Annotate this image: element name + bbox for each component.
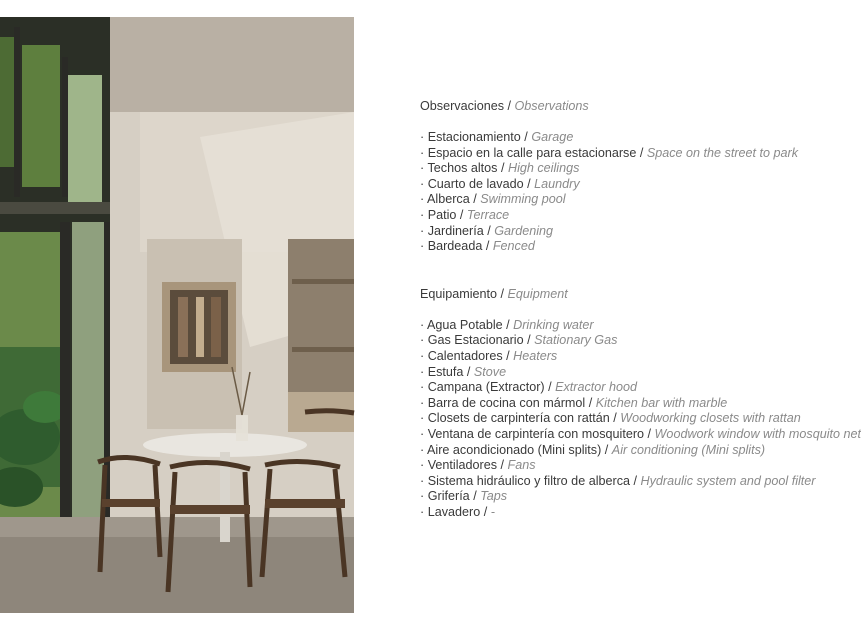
list-item: · Aire acondicionado (Mini splits) / Air conditioning (Mini splits): [420, 442, 766, 457]
item-english: Kitchen bar with marble: [595, 395, 728, 410]
observations-title-en: Observations: [514, 99, 589, 113]
list-item: · Closets de carpintería con rattán / Woodworking closets with rattan: [420, 411, 801, 426]
features-panel: [420, 98, 861, 520]
item-english: Taps: [480, 489, 508, 504]
item-spanish: Lavadero: [427, 504, 481, 519]
item-english: Swimming pool: [480, 192, 566, 207]
item-spanish: Gas Estacionario: [427, 333, 524, 348]
item-english: Space on the street to park: [646, 145, 799, 160]
item-english: Extractor hood: [555, 380, 637, 395]
item-spanish: Calentadores: [427, 348, 503, 363]
list-item: · Campana (Extractor) / Extractor hood: [420, 380, 637, 395]
item-spanish: Espacio en la calle para estacionarse: [427, 145, 637, 160]
item-spanish: Patio: [427, 207, 457, 222]
item-spanish: Alberca: [427, 192, 470, 207]
item-spanish: Estufa: [427, 364, 464, 379]
item-spanish: Aire acondicionado (Mini splits): [427, 442, 602, 457]
item-spanish: Techos altos: [427, 161, 498, 176]
item-spanish: Closets de carpintería con rattán: [427, 411, 610, 426]
item-spanish: Estacionamiento: [427, 130, 521, 144]
list-item: · Alberca / Swimming pool: [420, 192, 566, 207]
item-english: Stationary Gas: [534, 333, 618, 348]
list-item: · Ventana de carpintería con mosquitero / Woodwork window with mosquito net: [420, 426, 861, 441]
item-spanish: Agua Potable: [427, 317, 503, 332]
observations-section: [420, 98, 840, 255]
list-item: · Agua Potable / Drinking water: [420, 317, 594, 332]
item-english: Stove: [473, 364, 507, 379]
equipment-title-en: Equipment: [507, 286, 568, 301]
item-spanish: Bardeada: [427, 239, 483, 254]
item-english: Air conditioning (Mini splits): [611, 442, 766, 457]
item-spanish: Barra de cocina con mármol: [427, 395, 586, 410]
item-english: Fans: [507, 458, 536, 473]
interior-photo: [0, 17, 354, 613]
list-item: · Estacionamiento / Garage: [420, 130, 574, 144]
list-item: · Lavadero / -: [420, 504, 495, 519]
item-english: Heaters: [513, 348, 558, 363]
list-item: · Calentadores / Heaters: [420, 348, 558, 363]
item-spanish: Ventiladores: [427, 458, 498, 473]
item-spanish: Grifería: [427, 489, 470, 504]
item-spanish: Campana (Extractor): [427, 380, 545, 395]
item-spanish: Jardinería: [427, 223, 484, 238]
list-item: · Sistema hidráulico y filtro de alberca / Hydraulic system and pool filter: [420, 473, 816, 488]
item-english: Woodwork window with mosquito net: [654, 426, 861, 441]
observations-title: Observaciones / Observations: [420, 99, 589, 113]
item-english: Drinking water: [513, 317, 594, 332]
list-item: · Grifería / Taps: [420, 489, 508, 504]
list-item: · Espacio en la calle para estacionarse / Space on the street to park: [420, 145, 799, 160]
item-english: Hydraulic system and pool filter: [640, 473, 816, 488]
item-spanish: Ventana de carpintería con mosquitero: [427, 426, 645, 441]
item-spanish: Cuarto de lavado: [427, 176, 524, 191]
item-english: Fenced: [492, 239, 535, 254]
item-english: Woodworking closets with rattan: [620, 411, 801, 426]
equipment-section: [420, 286, 861, 521]
item-spanish: Sistema hidráulico y filtro de alberca: [427, 473, 630, 488]
list-item: · Techos altos / High ceilings: [420, 161, 580, 176]
item-english: Garage: [531, 130, 574, 144]
observations-list: [420, 130, 840, 255]
list-item: · Gas Estacionario / Stationary Gas: [420, 333, 618, 348]
list-item: · Patio / Terrace: [420, 207, 510, 222]
observations-title-es: Observaciones: [420, 99, 504, 113]
item-english: Gardening: [494, 223, 554, 238]
list-item: · Barra de cocina con mármol / Kitchen bar with marble: [420, 395, 728, 410]
item-english: High ceilings: [507, 161, 580, 176]
equipment-list: [420, 317, 861, 521]
list-item: · Ventiladores / Fans: [420, 458, 536, 473]
equipment-title-es: Equipamiento: [420, 286, 498, 301]
list-item: · Cuarto de lavado / Laundry: [420, 176, 580, 191]
list-item: · Estufa / Stove: [420, 364, 507, 379]
equipment-title: Equipamiento / Equipment: [420, 286, 568, 301]
list-item: · Jardinería / Gardening: [420, 223, 554, 238]
list-item: · Bardeada / Fenced: [420, 239, 535, 254]
item-english: Terrace: [466, 207, 510, 222]
item-english: -: [490, 504, 495, 519]
item-english: Laundry: [534, 176, 580, 191]
